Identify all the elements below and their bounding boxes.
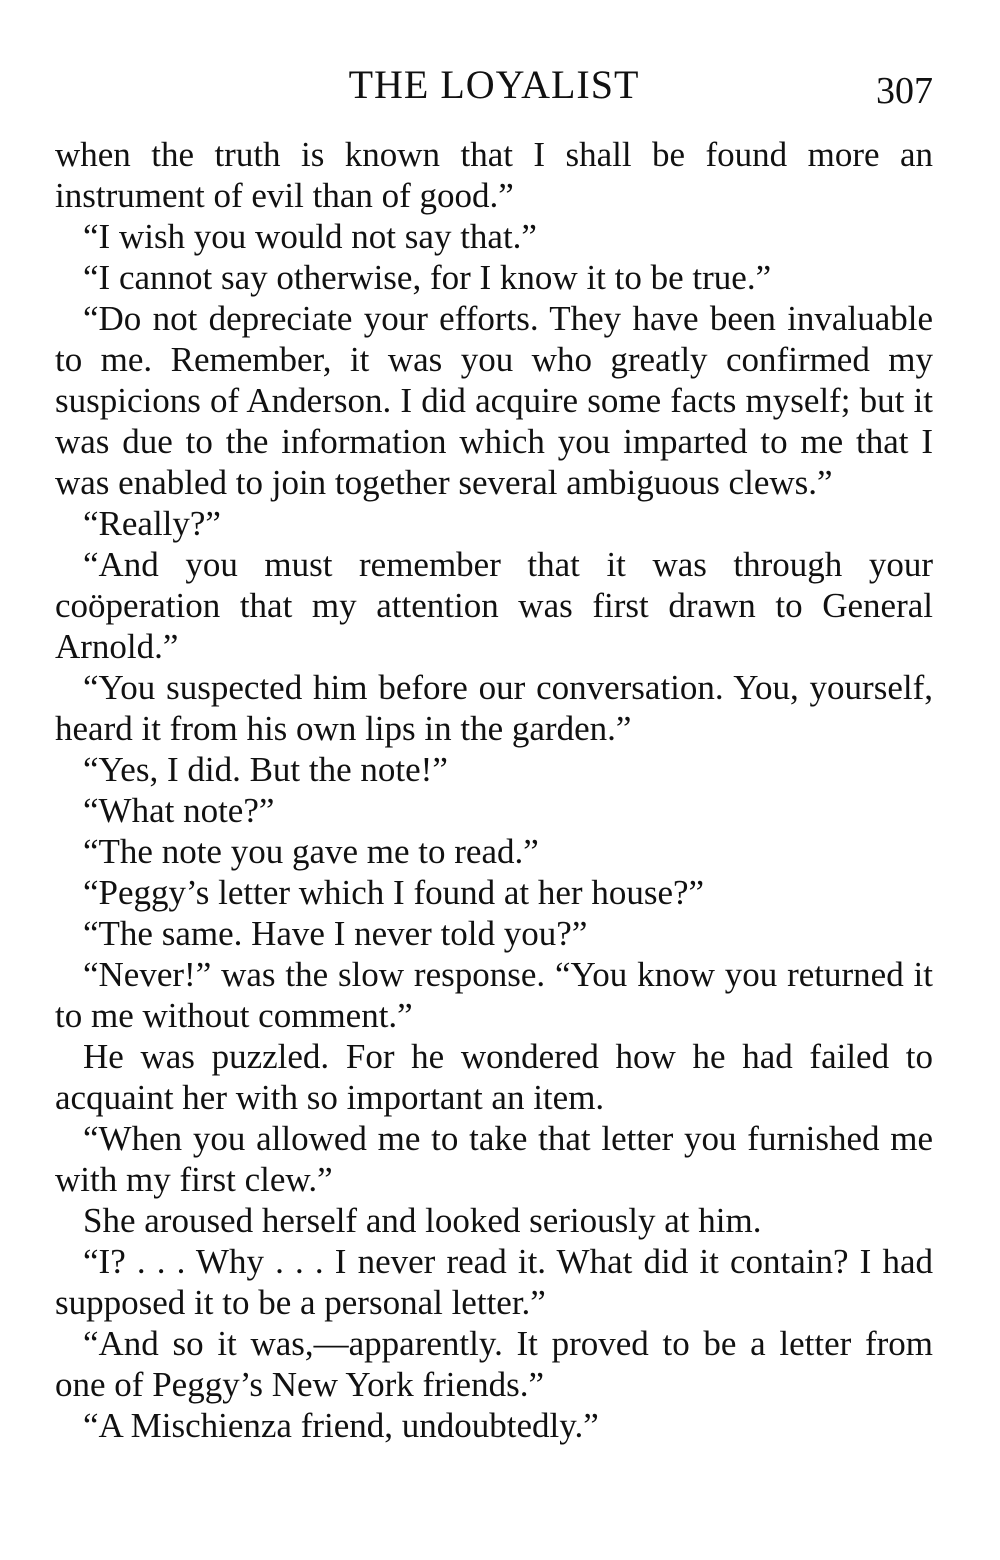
paragraph: “A Mischienza friend, undoubtedly.”: [83, 1406, 599, 1445]
paragraph: “I wish you would not say that.”: [83, 217, 537, 256]
page-header: [55, 58, 933, 112]
running-title: THE LOYALIST: [348, 62, 640, 107]
paragraph: “I? . . . Why . . . I never read it. What did it contain? I had supposed it to be a personal letter.”: [55, 1242, 933, 1322]
paragraph: “I cannot say otherwise, for I know it to be true.”: [83, 258, 772, 297]
paragraph: She aroused herself and looked seriously at him.: [83, 1201, 762, 1240]
body-text: [55, 134, 933, 1446]
paragraph: “Never!” was the slow response. “You know you returned it to me without comment.”: [55, 955, 933, 1035]
paragraph: “Peggy’s letter which I found at her house?”: [83, 873, 705, 912]
paragraph: “The same. Have I never told you?”: [83, 914, 588, 953]
paragraph: “Do not depreciate your efforts. They have been invaluable to me. Remember, it was you who greatly confirmed my suspicions of Anderson. I did acquire some facts myself; but it was due to the information which you imparted to me that I was enabled to join together several ambiguous clews.”: [55, 299, 933, 502]
paragraph: “Yes, I did. But the note!”: [83, 750, 448, 789]
paragraph: “The note you gave me to read.”: [83, 832, 539, 871]
paragraph: “When you allowed me to take that letter you furnished me with my first clew.”: [55, 1119, 933, 1199]
paragraph: “And so it was,—apparently. It proved to be a letter from one of Peggy’s New York friends.”: [55, 1324, 933, 1404]
page-number: 307: [876, 70, 933, 112]
book-page: [55, 58, 933, 1446]
paragraph: “You suspected him before our conversation. You, yourself, heard it from his own lips in the garden.”: [55, 668, 933, 748]
paragraph: “Really?”: [83, 504, 221, 543]
paragraph: He was puzzled. For he wondered how he had failed to acquaint her with so important an item.: [55, 1037, 933, 1117]
paragraph: “And you must remember that it was through your coöperation that my attention was first drawn to General Arnold.”: [55, 545, 933, 666]
paragraph: when the truth is known that I shall be found more an instrument of evil than of good.”: [55, 135, 933, 215]
paragraph: “What note?”: [83, 791, 275, 830]
